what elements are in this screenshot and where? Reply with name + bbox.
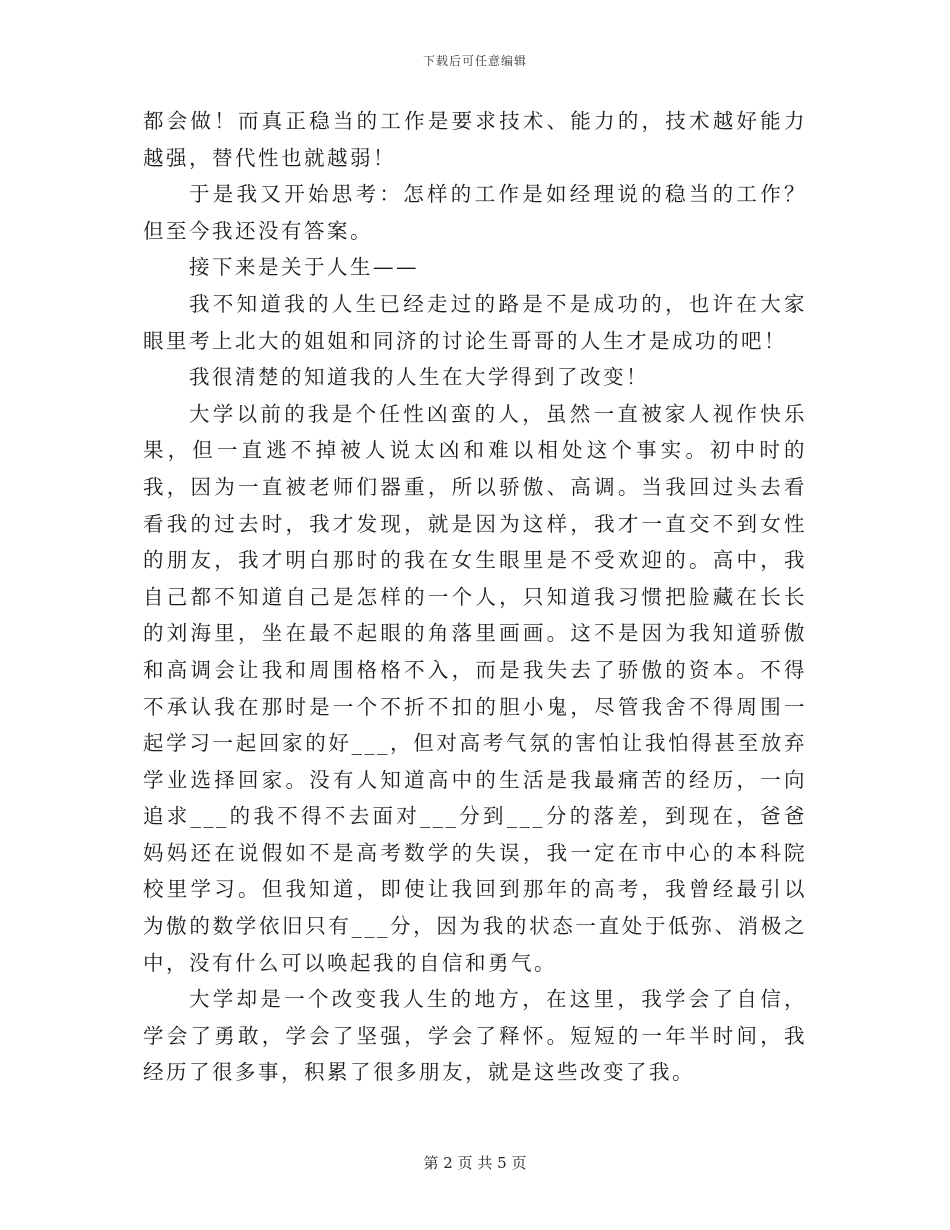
- paragraph-life-intro: 接下来是关于人生——: [189, 255, 419, 280]
- paragraph-continuation: 都会做！而真正稳当的工作是要求技术、能力的，技术越好能力越强，替代性也就越弱！: [143, 109, 807, 170]
- page-header: 下载后可任意编辑: [422, 54, 527, 68]
- paragraph-life-path: 我不知道我的人生已经走过的路是不是成功的，也许在大家眼里考上北大的姐姐和同济的讨论生哥哥的人生才是成功的吧！: [143, 291, 807, 353]
- page-number: 第 2 页 共 5 页: [423, 1154, 527, 1172]
- paragraph-before-university: 大学以前的我是个任性凶蛮的人，虽然一直被家人视作快乐果，但一直逃不掉被人说太凶和难以相处这个事实。初中时的我，因为一直被老师们器重，所以骄傲、高调。当我回过头去看看我的过去时，我才发现，就是因为这样，我才一直交不到女性的朋友，我才明白那时的我在女生眼里是不受欢迎的。高中，我自己都不知道自己是怎样的一个人，只知道我习惯把脸藏在长长的刘海里，坐在最不起眼的角落里画画。这不是因为我知道骄傲和高调会让我和周围格格不入，而是我失去了骄傲的资本。不得不承认我在那时是一个不折不扣的胆小鬼，尽管我舍不得周围一起学习一起回家的好___，但对高考气氛的害怕让我怕得甚至放弃学业选择回家。没有人知道高中的生活是我最痛苦的经历，一向追求___的我不得不去面对___分到___分的落差，到现在，爸爸妈妈还在说假如不是高考数学的失误，我一定在市中心的本科院校里学习。但我知道，即使让我回到那年的高考，我曾经最引以为傲的数学依旧只有___分，因为我的状态一直处于低弥、消极之中，没有什么可以唤起我的自信和勇气。: [143, 401, 807, 975]
- paragraph-university-change: 我很清楚的知道我的人生在大学得到了改变！: [189, 365, 649, 390]
- document-body: [143, 103, 807, 1091]
- paragraph-thinking: 于是我又开始思考：怎样的工作是如经理说的稳当的工作？但至今我还没有答案。: [143, 182, 807, 243]
- paragraph-university-growth: 大学却是一个改变我人生的地方，在这里，我学会了自信，学会了勇敢，学会了坚强，学会了释怀。短短的一年半时间，我经历了很多事，积累了很多朋友，就是这些改变了我。: [143, 987, 807, 1085]
